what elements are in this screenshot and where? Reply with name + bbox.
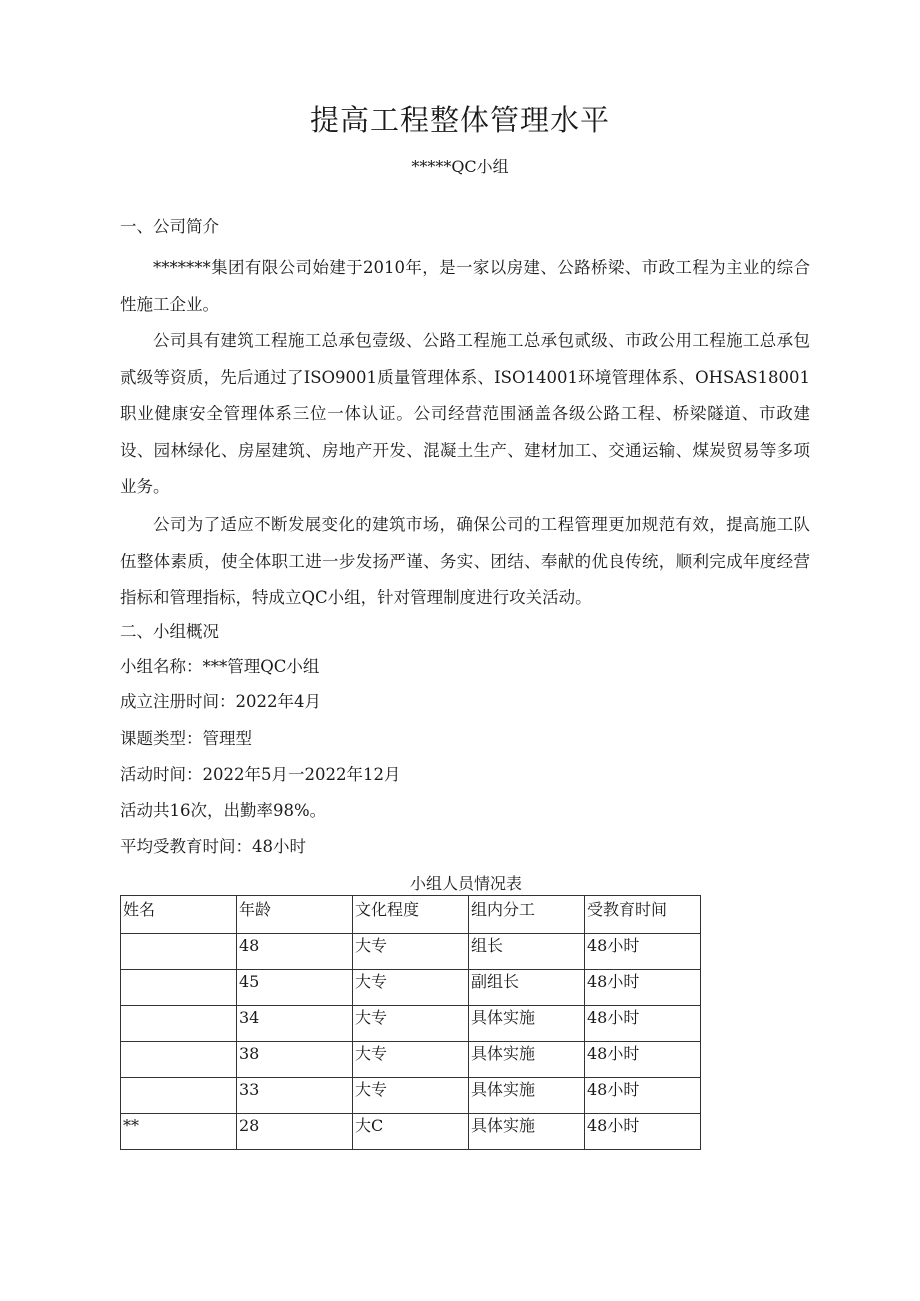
- cell-role: 副组长: [469, 970, 585, 1006]
- cell-role: 具体实施: [469, 1006, 585, 1042]
- section-heading-company-profile: 一、公司简介: [120, 217, 219, 236]
- header-name: 姓名: [121, 896, 237, 934]
- cell-training-time: 48小时: [585, 1078, 701, 1114]
- info-education-hours: 平均受教育时间：48小时: [120, 837, 306, 856]
- members-table: [120, 895, 701, 1150]
- info-registration-date: 成立注册时间：2022年4月: [120, 692, 321, 711]
- document-subtitle: *****QC小组: [411, 157, 509, 176]
- cell-education: 大专: [353, 934, 469, 970]
- cell-age: 48: [237, 934, 353, 970]
- info-topic-type: 课题类型：管理型: [120, 729, 252, 748]
- paragraph-company-founding: *******集团有限公司始建于2010年，是一家以房建、公路桥梁、市政工程为主业的综合性施工企业。: [120, 258, 810, 314]
- cell-name: [121, 934, 237, 970]
- table-row: [121, 1114, 701, 1150]
- cell-training-time: 48小时: [585, 934, 701, 970]
- cell-training-time: 48小时: [585, 1114, 701, 1150]
- table-row: [121, 934, 701, 970]
- cell-training-time: 48小时: [585, 970, 701, 1006]
- section-heading-group-overview: 二、小组概况: [120, 622, 219, 641]
- cell-training-time: 48小时: [585, 1042, 701, 1078]
- cell-age: 38: [237, 1042, 353, 1078]
- header-role: 组内分工: [469, 896, 585, 934]
- cell-education: 大专: [353, 1042, 469, 1078]
- cell-name: [121, 1006, 237, 1042]
- table-row: [121, 1078, 701, 1114]
- cell-name: [121, 970, 237, 1006]
- table-header-row: [121, 896, 701, 934]
- header-training-time: 受教育时间: [585, 896, 701, 934]
- cell-name: **: [121, 1114, 237, 1150]
- info-activity-period: 活动时间：2022年5月一2022年12月: [120, 765, 401, 784]
- cell-role: 具体实施: [469, 1114, 585, 1150]
- cell-age: 45: [237, 970, 353, 1006]
- header-education: 文化程度: [353, 896, 469, 934]
- table-row: [121, 970, 701, 1006]
- paragraph-company-qualifications: 公司具有建筑工程施工总承包壹级、公路工程施工总承包贰级、市政公用工程施工总承包贰级等资质，先后通过了ISO9001质量管理体系、ISO14001环境管理体系、OHSAS18001职业健康安全管理体系三位一体认证。公司经营范围涵盖各级公路工程、桥梁隧道、市政建设、园林绿化、房屋建筑、房地产开发、混凝土生产、建材加工、交通运输、煤炭贸易等多项业务。: [120, 331, 810, 496]
- header-age: 年龄: [237, 896, 353, 934]
- cell-role: 具体实施: [469, 1042, 585, 1078]
- cell-education: 大专: [353, 1006, 469, 1042]
- cell-education: 大专: [353, 1078, 469, 1114]
- cell-age: 28: [237, 1114, 353, 1150]
- cell-name: [121, 1078, 237, 1114]
- cell-name: [121, 1042, 237, 1078]
- cell-age: 34: [237, 1006, 353, 1042]
- document-title: 提高工程整体管理水平: [309, 103, 610, 137]
- table-caption: 小组人员情况表: [410, 874, 523, 893]
- cell-education: 大专: [353, 970, 469, 1006]
- cell-role: 组长: [469, 934, 585, 970]
- paragraph-company-purpose: 公司为了适应不断发展变化的建筑市场，确保公司的工程管理更加规范有效，提高施工队伍整体素质，使全体职工进一步发扬严谨、务实、团结、奉献的优良传统，顺利完成年度经营指标和管理指标，特成立QC小组，针对管理制度进行攻关活动。: [120, 515, 810, 607]
- cell-age: 33: [237, 1078, 353, 1114]
- table-row: [121, 1042, 701, 1078]
- cell-role: 具体实施: [469, 1078, 585, 1114]
- info-activity-count: 活动共16次，出勤率98%。: [120, 801, 327, 820]
- info-group-name: 小组名称：***管理QC小组: [120, 657, 320, 676]
- cell-training-time: 48小时: [585, 1006, 701, 1042]
- cell-education: 大C: [353, 1114, 469, 1150]
- table-row: [121, 1006, 701, 1042]
